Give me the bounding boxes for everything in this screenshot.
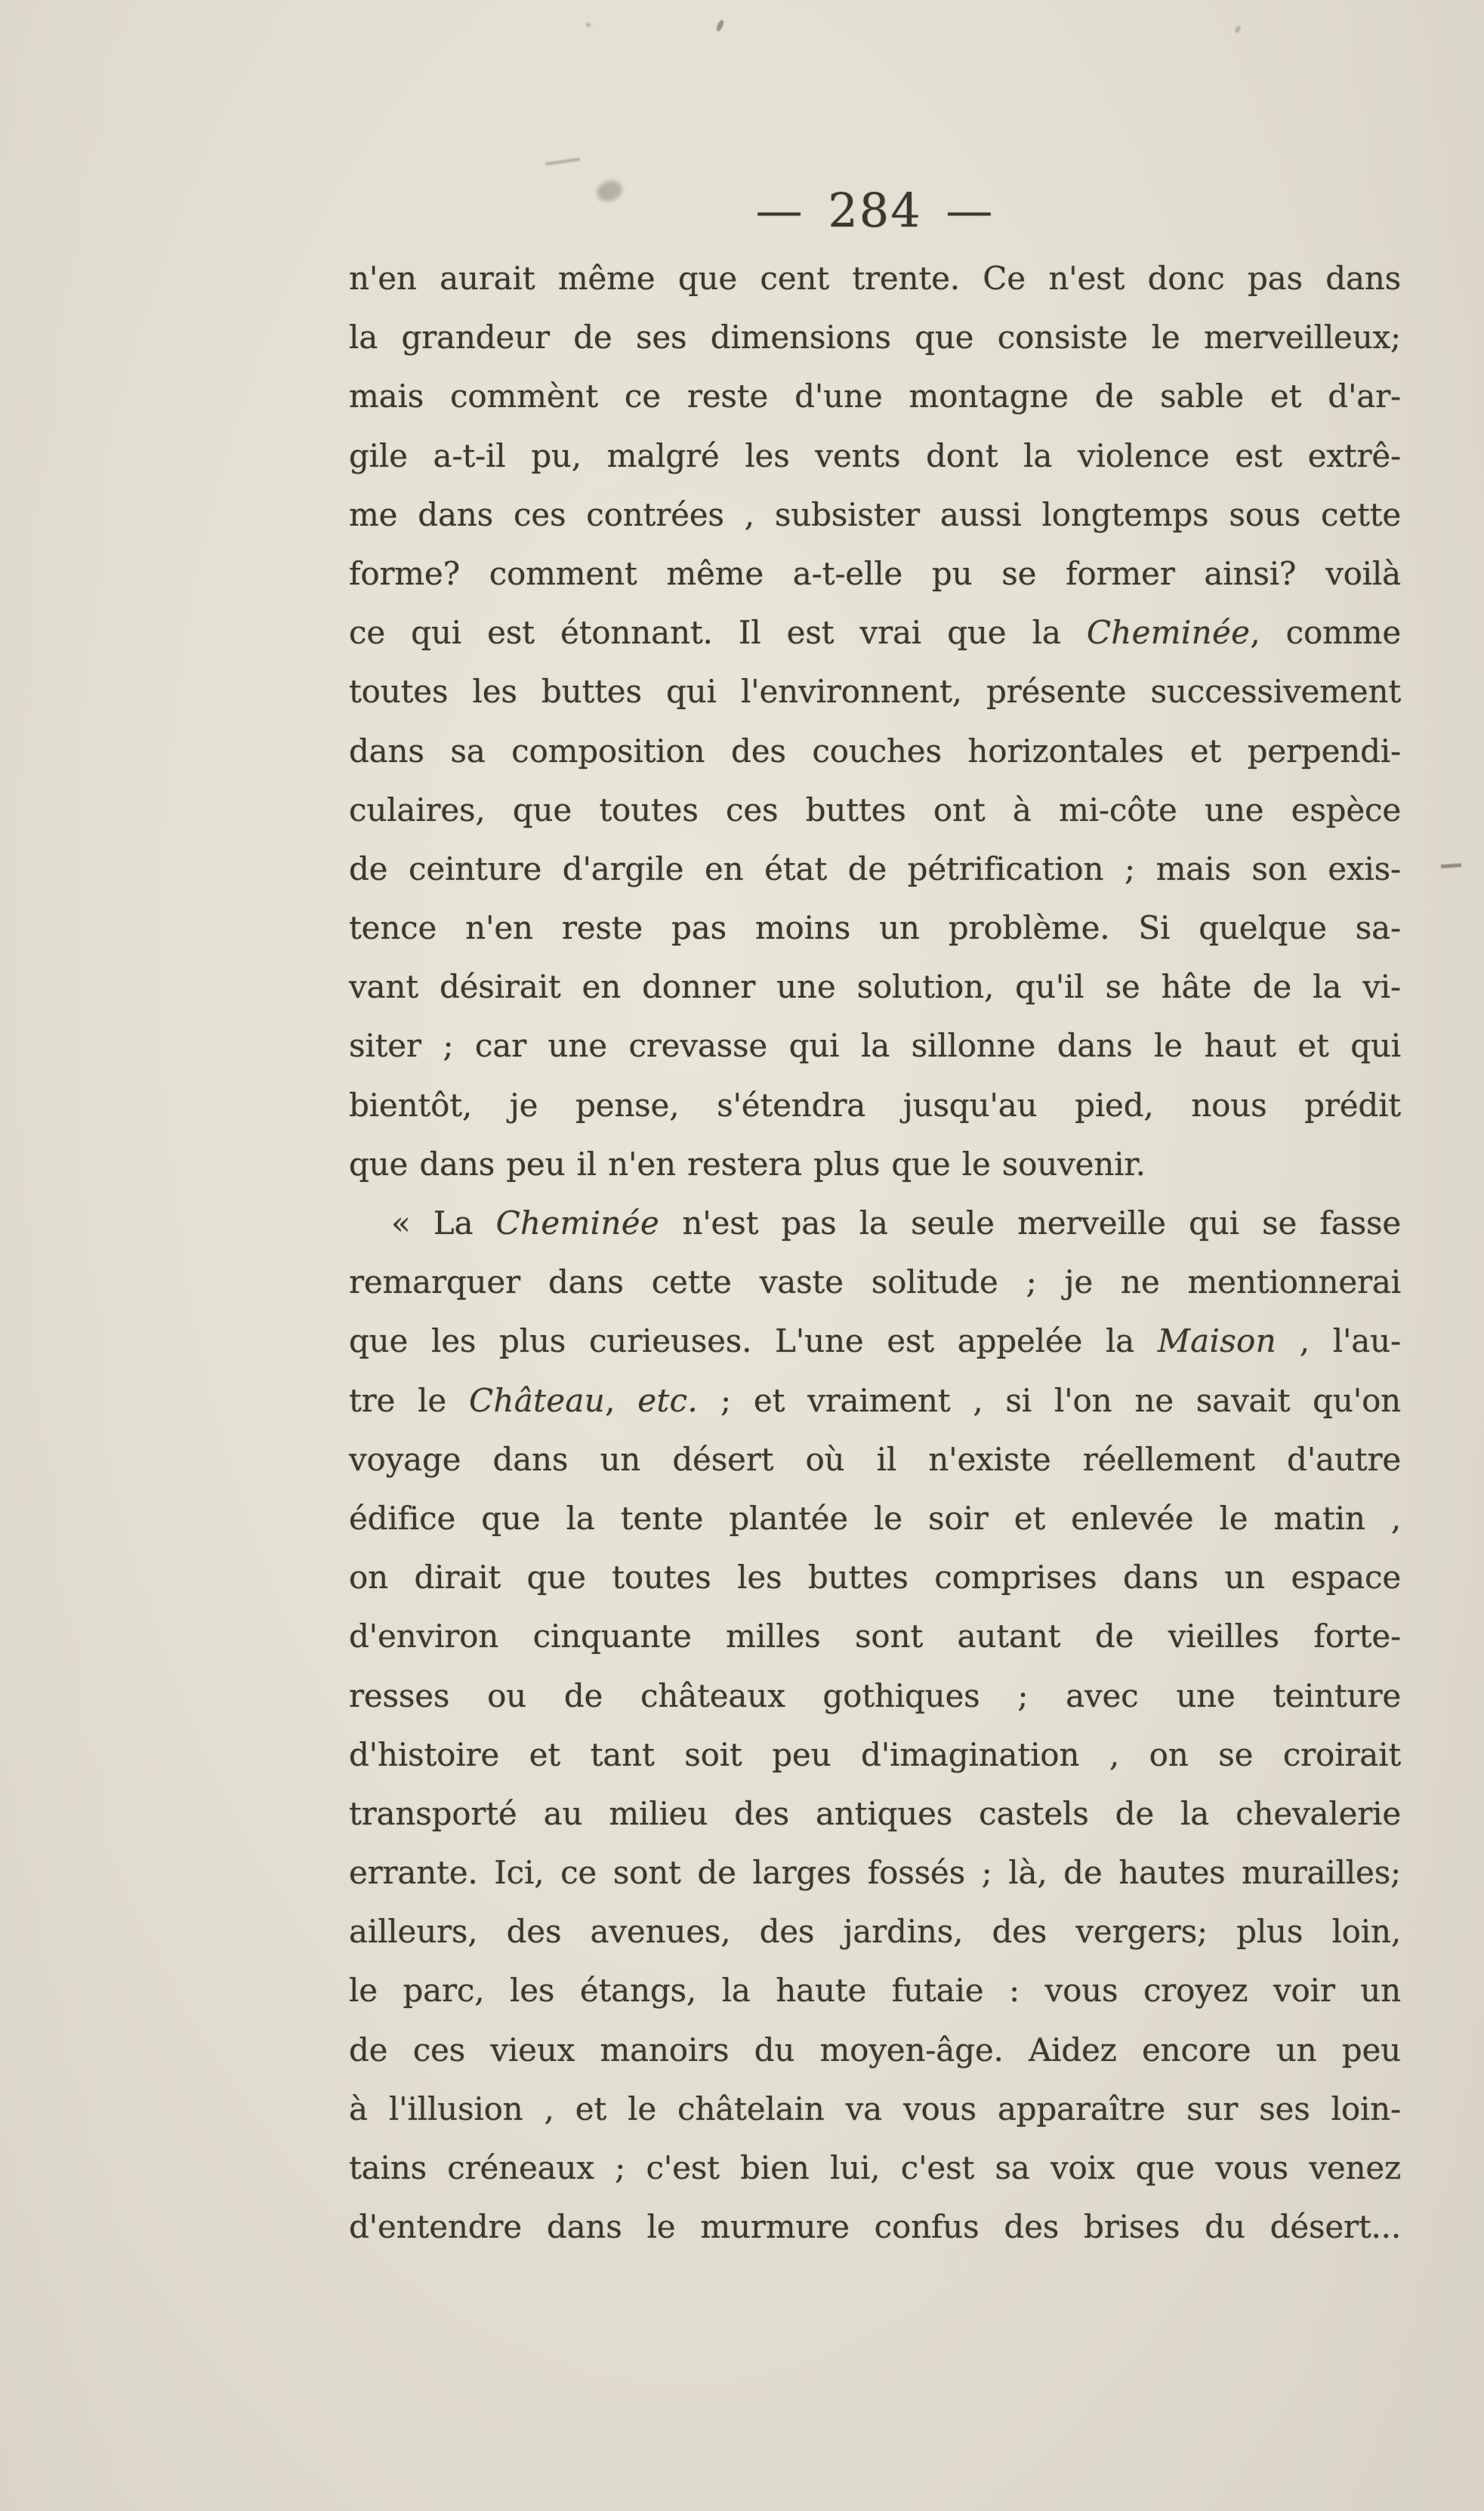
text-line <box>349 249 1401 308</box>
text-run: d'entendre dans le murmure confus des brises du désert... <box>349 2208 1401 2246</box>
text-line <box>349 1843 1401 1902</box>
text-run: remarquer dans cette vaste solitude ; je ne mentionnerai <box>349 1263 1401 1301</box>
text-line <box>349 781 1401 840</box>
text-run: d'histoire et tant soit peu d'imagination , on se croirait <box>349 1735 1401 1773</box>
italic-text-run: Cheminée <box>495 1205 660 1242</box>
text-run: vant désirait en donner une solution, qu'il se hâte de la vi- <box>349 968 1401 1006</box>
text-run: toutes les buttes qui l'environnent, présente successivement <box>349 673 1401 711</box>
ink-speck <box>715 19 725 32</box>
text-line <box>349 486 1401 544</box>
text-run: ce qui est étonnant. Il est vrai que la <box>349 614 1087 652</box>
text-line <box>349 1961 1401 2020</box>
italic-text-run: Château <box>468 1381 606 1419</box>
text-run: forme? comment même a-t-elle pu se former ainsi? voilà <box>349 554 1401 592</box>
text-run: resses ou de châteaux gothiques ; avec une teinture <box>349 1677 1401 1714</box>
text-run: ; et vraiment , si l'on ne savait qu'on <box>698 1381 1401 1419</box>
text-line <box>349 1607 1401 1666</box>
text-run: mais commènt ce reste d'une montagne de sable et d'ar- <box>349 378 1401 415</box>
text-run: ailleurs, des avenues, des jardins, des vergers; plus loin, <box>349 1913 1401 1951</box>
ink-speck <box>1234 25 1242 34</box>
text-line <box>349 1430 1401 1489</box>
text-line <box>349 1371 1401 1430</box>
text-run: on dirait que toutes les buttes comprises dans un espace <box>349 1559 1401 1596</box>
text-line <box>349 1253 1401 1312</box>
text-run: de ces vieux manoirs du moyen-âge. Aidez encore un peu <box>349 2031 1401 2068</box>
text-line <box>349 1076 1401 1135</box>
text-line <box>349 722 1401 781</box>
text-line <box>349 2198 1401 2257</box>
text-run: dans sa composition des couches horizontales et perpendi- <box>349 732 1401 770</box>
text-run: tains créneaux ; c'est bien lui, c'est sa voix que vous venez <box>349 2149 1401 2186</box>
text-run: voyage dans un désert où il n'existe réellement d'autre <box>349 1440 1401 1478</box>
text-line <box>349 544 1401 603</box>
text-line <box>349 2080 1401 2139</box>
text-run: d'environ cinquante milles sont autant de vieilles forte- <box>349 1618 1401 1655</box>
text-line <box>349 367 1401 426</box>
italic-text-run: Maison <box>1157 1322 1276 1360</box>
text-run: que dans peu il n'en restera plus que le souvenir. <box>349 1145 1146 1183</box>
text-run: la grandeur de ses dimensions que consiste le merveilleux; <box>349 319 1401 356</box>
text-line <box>349 1312 1401 1371</box>
text-line <box>349 1194 1401 1253</box>
text-run: culaires, que toutes ces buttes ont à mi-côte une espèce <box>349 791 1401 828</box>
text-run: bientôt, je pense, s'étendra jusqu'au pied, nous prédit <box>349 1086 1401 1124</box>
text-line <box>349 840 1401 899</box>
text-line <box>349 308 1401 367</box>
paragraph <box>349 1194 1401 2257</box>
text-run: à l'illusion , et le châtelain va vous apparaître sur ses loin- <box>349 2090 1401 2127</box>
text-run: n'est pas la seule merveille qui se fasse <box>659 1205 1401 1242</box>
text-run: , comme <box>1250 614 1401 652</box>
text-line <box>349 427 1401 486</box>
text-block <box>349 249 1401 2257</box>
text-line <box>349 1135 1401 1194</box>
italic-text-run: Cheminée <box>1086 614 1251 652</box>
text-run: que les plus curieuses. L'une est appelée la <box>349 1322 1158 1360</box>
text-line <box>349 662 1401 721</box>
paper-scratch <box>545 158 580 165</box>
text-run: édifice que la tente plantée le soir et enlevée le matin , <box>349 1499 1401 1537</box>
text-line <box>349 1902 1401 1961</box>
text-line <box>349 2021 1401 2080</box>
margin-dash <box>1441 863 1461 868</box>
italic-text-run: etc. <box>637 1381 699 1419</box>
text-line <box>349 1726 1401 1785</box>
text-run: siter ; car une crevasse qui la sillonne dans le haut et qui <box>349 1027 1401 1065</box>
text-run: transporté au milieu des antiques castels de la chevalerie <box>349 1794 1401 1832</box>
text-line <box>349 899 1401 958</box>
text-line <box>349 1667 1401 1726</box>
text-line <box>349 1548 1401 1607</box>
text-run: , l'au- <box>1276 1322 1401 1360</box>
text-run: , <box>605 1381 638 1419</box>
text-run: n'en aurait même que cent trente. Ce n'est donc pas dans <box>349 260 1401 297</box>
text-run: gile a-t-il pu, malgré les vents dont la violence est extrê- <box>349 436 1401 474</box>
paragraph <box>349 249 1401 1194</box>
text-run: de ceinture d'argile en état de pétrification ; mais son exis- <box>349 850 1401 887</box>
text-line <box>349 958 1401 1016</box>
ink-speck <box>586 23 591 27</box>
text-run: tence n'en reste pas moins un problème. Si quelque sa- <box>349 909 1401 947</box>
text-line <box>349 1489 1401 1548</box>
text-run: errante. Ici, ce sont de larges fossés ; là, de hautes murailles; <box>349 1854 1401 1892</box>
page-number: — 284 — <box>755 183 995 238</box>
text-run: « La <box>391 1205 496 1242</box>
text-line <box>349 1785 1401 1843</box>
text-run: tre le <box>349 1381 469 1419</box>
text-run: le parc, les étangs, la haute futaie : vous croyez voir un <box>349 1972 1401 2010</box>
text-line <box>349 2139 1401 2198</box>
text-line <box>349 1016 1401 1075</box>
text-line <box>349 603 1401 662</box>
text-run: me dans ces contrées , subsister aussi longtemps sous cette <box>349 495 1401 533</box>
